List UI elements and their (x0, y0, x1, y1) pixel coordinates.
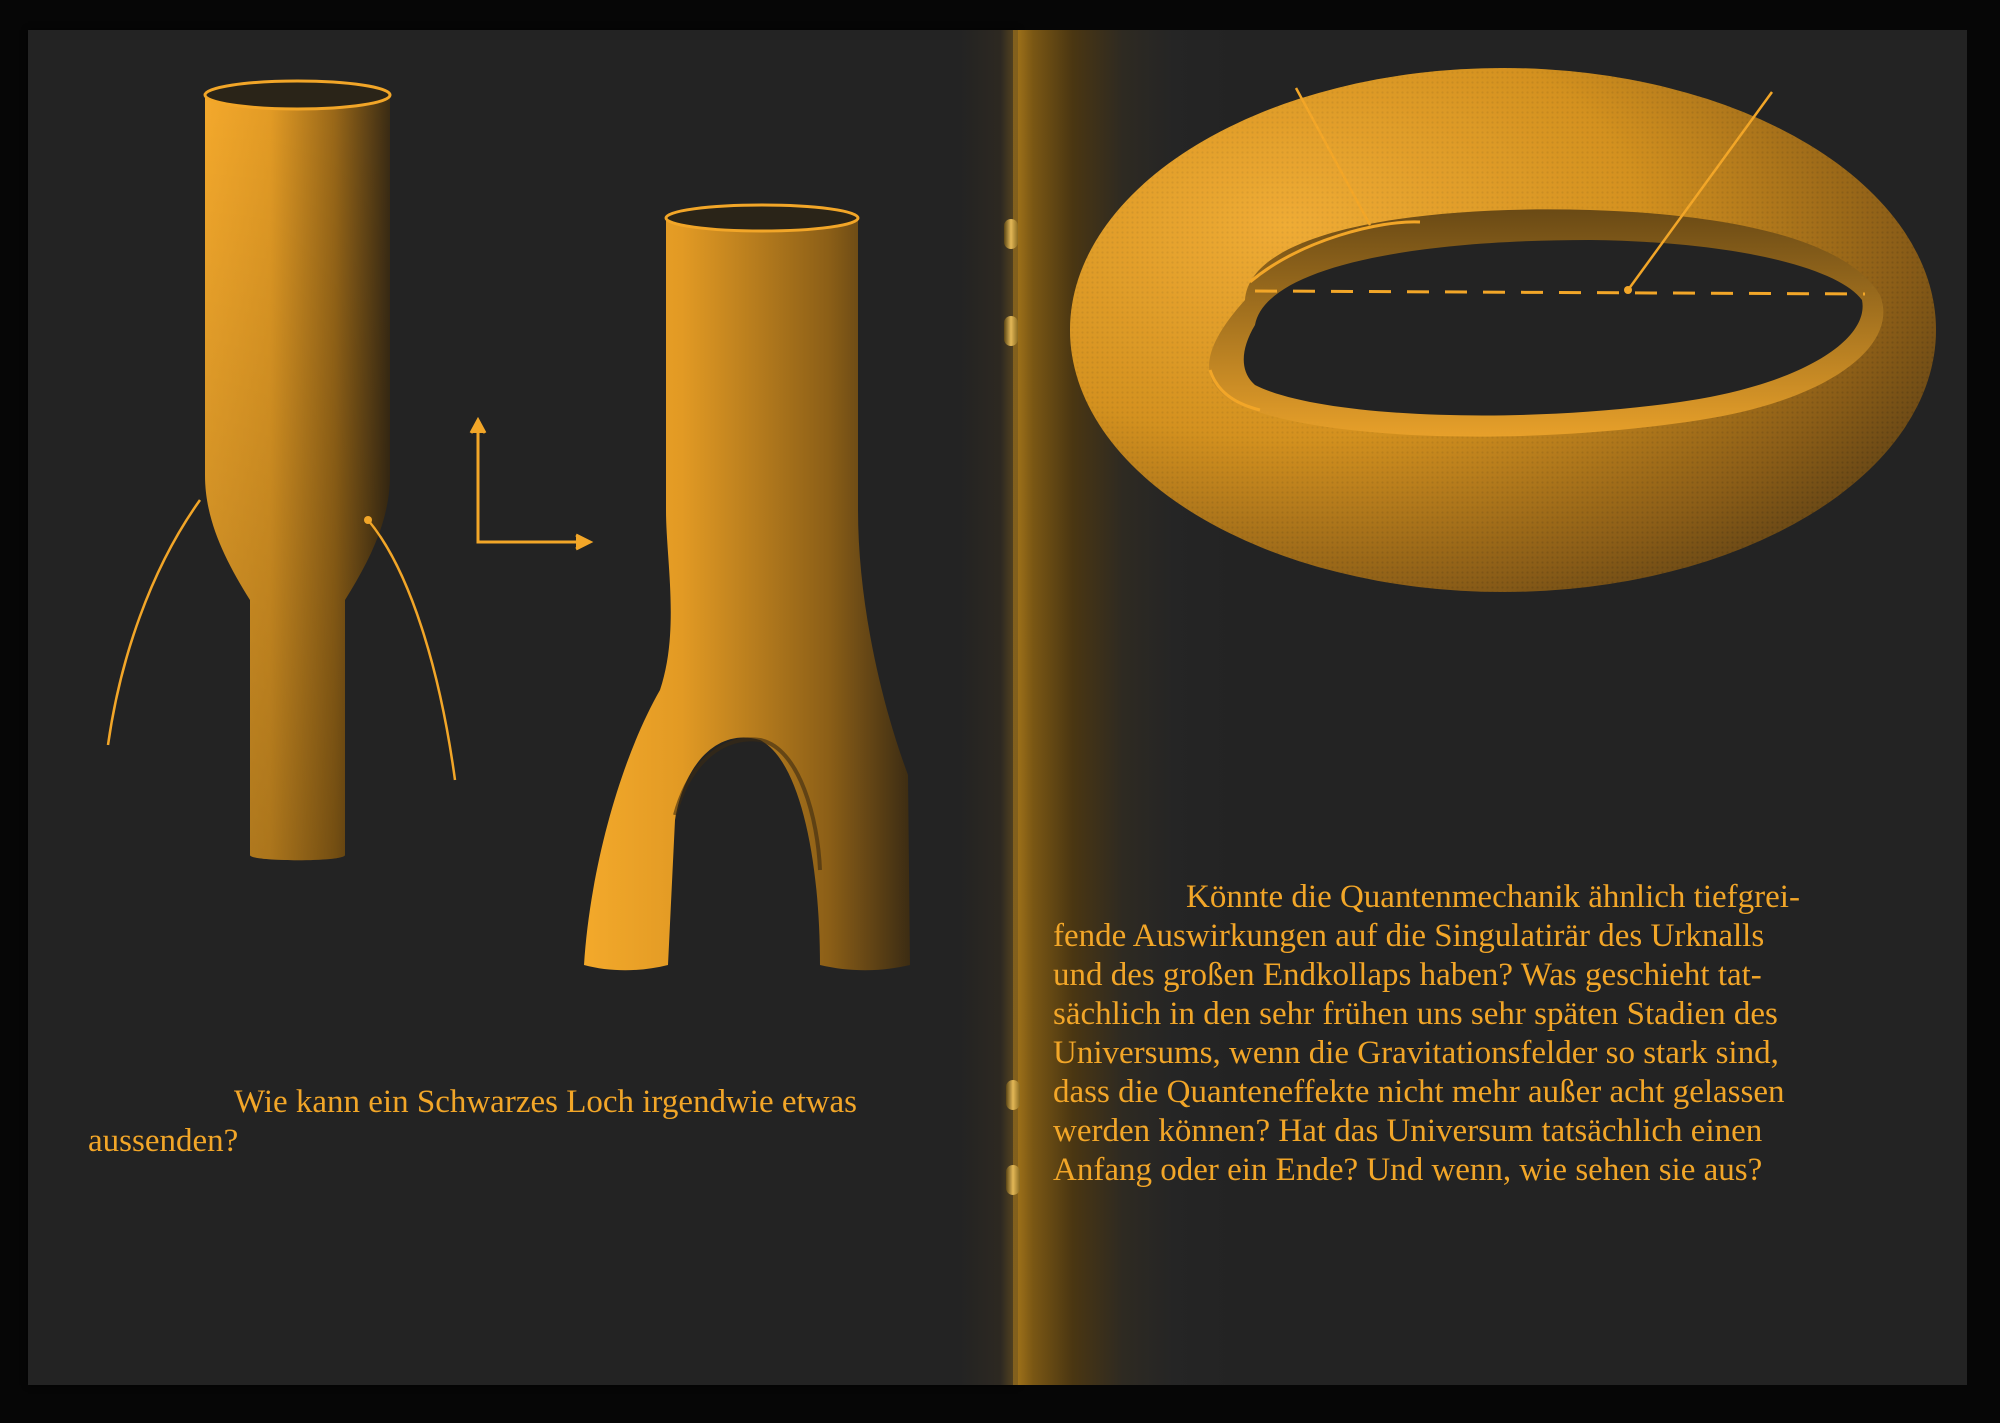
paragraph-line: Universums, wenn die Gravitationsfelder so stark sind, (1053, 1035, 1779, 1071)
paragraph-line: werden können? Hat das Universum tatsächlich einen (1053, 1113, 1763, 1149)
caption-line: Wie kann ein Schwarzes Loch irgendwie etwas (234, 1084, 858, 1120)
torus-figure (1070, 68, 1936, 592)
paragraph-line: fende Auswirkungen auf die Singulatirär des Urknalls (1053, 918, 1765, 954)
axis-marker (471, 420, 590, 549)
paragraph-line: Anfang oder ein Ende? Und wenn, wie sehen sie aus? (1053, 1152, 1763, 1188)
paragraph-line: Könnte die Quantenmechanik ähnlich tiefgrei- (1186, 879, 1800, 915)
paragraph-line: sächlich in den sehr frühen uns sehr späten Stadien des (1053, 996, 1778, 1032)
paragraph-line: und des großen Endkollaps haben? Was geschieht tat- (1053, 957, 1762, 993)
cylinder-tube-figure (108, 81, 455, 860)
caption-line: aussenden? (88, 1123, 239, 1159)
left-caption (88, 1083, 983, 1161)
pair-of-trousers-figure (584, 205, 910, 970)
right-paragraph (1053, 878, 1953, 1190)
paragraph-line: dass die Quanteneffekte nicht mehr außer acht gelassen (1053, 1074, 1785, 1110)
